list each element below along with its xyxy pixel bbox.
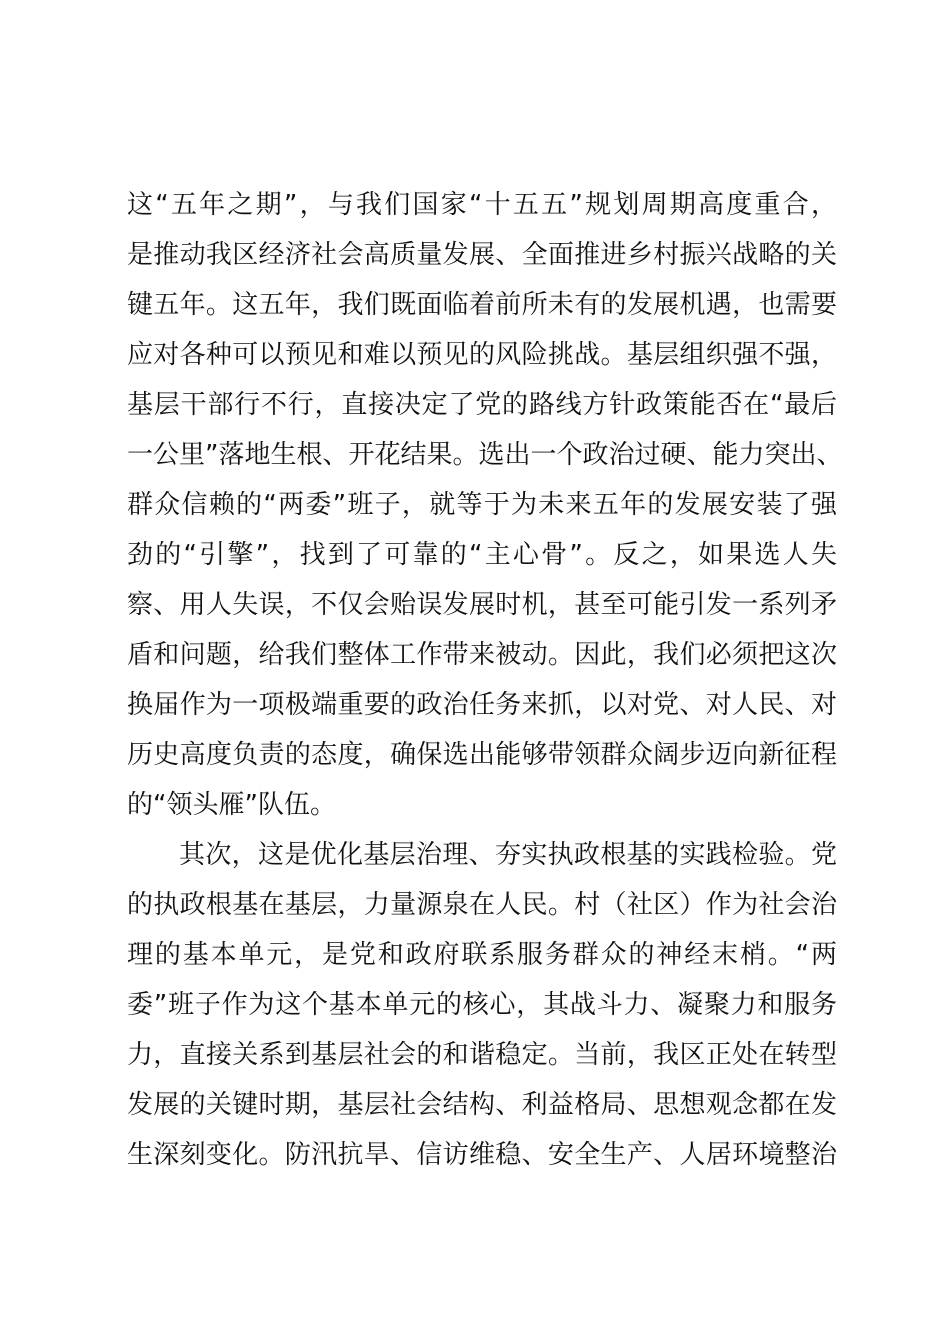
text-line: 盾和问题，给我们整体工作带来被动。因此，我们必须把这次 (127, 640, 837, 670)
text-line: 生深刻变化。防汛抗旱、信访维稳、安全生产、人居环境整治 (127, 1140, 837, 1170)
text-line: 这“五年之期”，与我们国家“十五五”规划周期高度重合， (127, 190, 837, 220)
text-line: 一公里”落地生根、开花结果。选出一个政治过硬、能力突出、 (127, 440, 843, 470)
text-line: 理的基本单元，是党和政府联系服务群众的神经末梢。“两 (127, 940, 837, 970)
text-line: 应对各种可以预见和难以预见的风险挑战。基层组织强不强， (127, 340, 837, 370)
text-line: 是推动我区经济社会高质量发展、全面推进乡村振兴战略的关 (127, 240, 837, 270)
text-line: 发展的关键时期，基层社会结构、利益格局、思想观念都在发 (127, 1090, 837, 1120)
body-text (127, 180, 843, 1180)
text-line: 察、用人失误，不仅会贻误发展时机，甚至可能引发一系列矛 (127, 590, 837, 620)
paragraph-end-line: 的“领头雁”队伍。 (127, 790, 336, 820)
text-line: 换届作为一项极端重要的政治任务来抓，以对党、对人民、对 (127, 690, 837, 720)
text-line: 委”班子作为这个基本单元的核心，其战斗力、凝聚力和服务 (127, 990, 837, 1020)
text-line: 历史高度负责的态度，确保选出能够带领群众阔步迈向新征程 (127, 740, 837, 770)
text-line: 的执政根基在基层，力量源泉在人民。村（社区）作为社会治 (127, 890, 837, 920)
text-line: 群众信赖的“两委”班子，就等于为未来五年的发展安装了强 (127, 490, 837, 520)
text-line: 基层干部行不行，直接决定了党的路线方针政策能否在“最后 (127, 390, 837, 420)
text-line: 力，直接关系到基层社会的和谐稳定。当前，我区正处在转型 (127, 1040, 837, 1070)
text-line: 键五年。这五年，我们既面临着前所未有的发展机遇，也需要 (127, 290, 837, 320)
paragraph-start-line: 其次，这是优化基层治理、夯实执政根基的实践检验。党 (179, 840, 837, 870)
text-line: 劲的“引擎”，找到了可靠的“主心骨”。反之，如果选人失 (127, 540, 837, 570)
